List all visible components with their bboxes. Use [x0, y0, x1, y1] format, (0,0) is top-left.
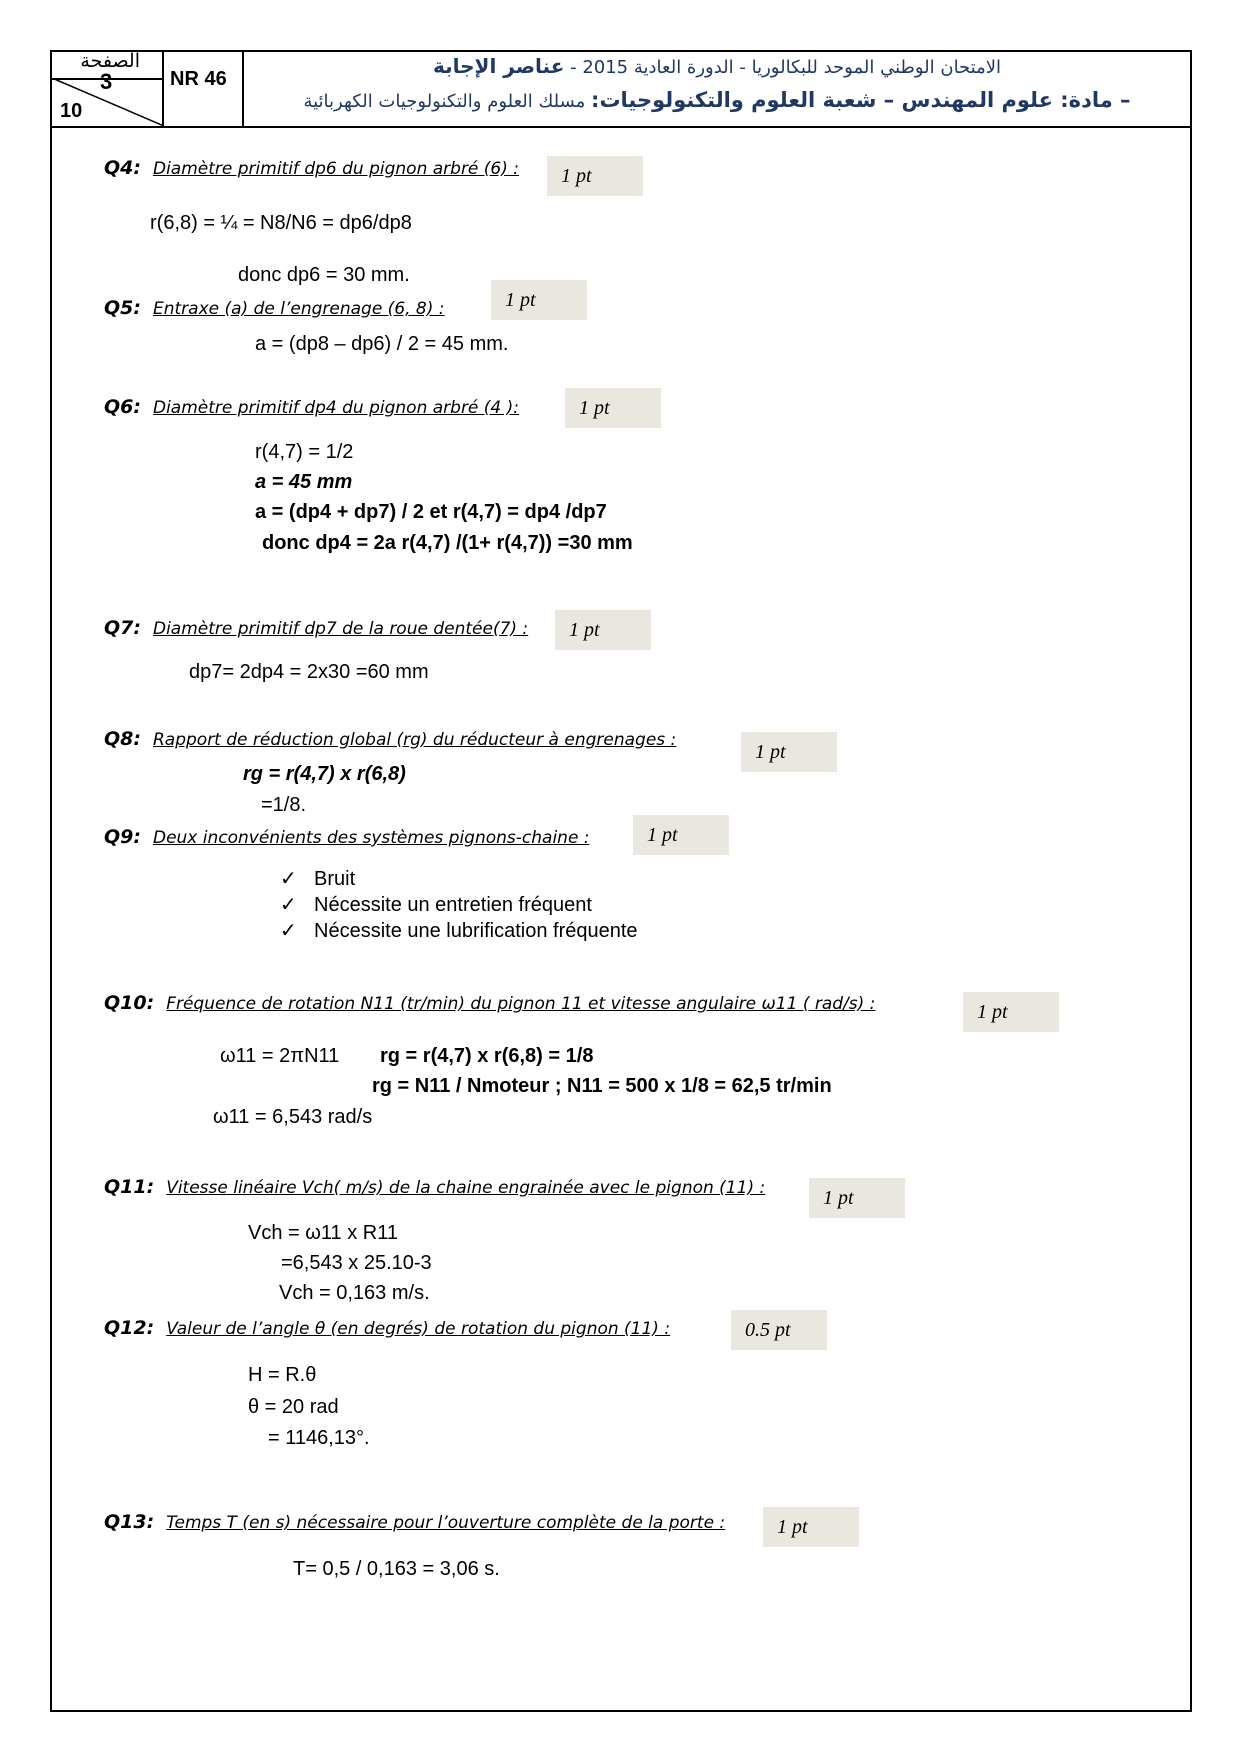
question-q5: Q5: Entraxe (a) de l’engrenage (6, 8) : [104, 297, 445, 319]
subject-label: – مادة: علوم المهندس – شعبة العلوم والتكنولوجيات: [591, 88, 1131, 112]
answer-q10-line1a: ω11 = 2πN11 [220, 1045, 340, 1067]
question-q12-text: Valeur de l’angle θ (en degrés) de rotation du pignon (11) : [166, 1319, 671, 1339]
exam-code-cell [164, 52, 244, 126]
points-q7: 1 pt [555, 610, 651, 650]
answer-q11-line3: Vch = 0,163 m/s. [279, 1282, 430, 1304]
question-q5-text: Entraxe (a) de l’engrenage (6, 8) : [152, 299, 445, 319]
exam-title-cell [244, 52, 1190, 126]
answer-q11-line1: Vch = ω11 x R11 [248, 1222, 398, 1244]
points-q10: 1 pt [963, 992, 1059, 1032]
answer-key-label: عناصر الإجابة [432, 54, 565, 78]
answer-q4-line2: donc dp6 = 30 mm. [238, 264, 410, 286]
answer-q6-line1: r(4,7) = 1/2 [255, 441, 354, 463]
list-item: ✓ Bruit [280, 866, 356, 890]
answer-q12-line3: = 1146,13°. [268, 1427, 370, 1449]
question-q9: Q9: Deux inconvénients des systèmes pignons-chaine : [104, 826, 590, 848]
exam-title-line2: – مادة: علوم المهندس – شعبة العلوم والتكنولوجيات: مسلك العلوم والتكنولوجيات الكهربائية [303, 88, 1131, 112]
question-q10-text: Fréquence de rotation N11 (tr/min) du pignon 11 et vitesse angulaire ω11 ( rad/s) : [166, 994, 876, 1014]
page-label: الصفحة [80, 52, 140, 72]
question-q8-text: Rapport de réduction global (rg) du réducteur à engrenages : [152, 730, 677, 750]
answer-q4-line1: r(6,8) = ¼ = N8/N6 = dp6/dp8 [150, 212, 412, 234]
page-number-cell [52, 52, 164, 126]
answer-q11-line2: =6,543 x 25.10-3 [281, 1252, 432, 1274]
question-q13: Q13: Temps T (en s) nécessaire pour l’ouverture complète de la porte : [104, 1511, 726, 1533]
exam-title-line1: الامتحان الوطني الموحد للبكالوريا - الدورة العادية 2015 - عناصر الإجابة [432, 54, 1002, 78]
checkmark-icon: ✓ [280, 866, 297, 890]
answer-q5-line1: a = (dp8 – dp6) / 2 = 45 mm. [255, 333, 509, 355]
question-q6-text: Diamètre primitif dp4 du pignon arbré (4 ): [152, 398, 520, 418]
points-q9: 1 pt [633, 815, 729, 855]
question-q7: Q7: Diamètre primitif dp7 de la roue dentée(7) : [104, 617, 529, 639]
checkmark-icon: ✓ [280, 892, 297, 916]
question-q6: Q6: Diamètre primitif dp4 du pignon arbré (4 ): [104, 396, 520, 418]
points-q11: 1 pt [809, 1178, 905, 1218]
question-q10: Q10: Fréquence de rotation N11 (tr/min) du pignon 11 et vitesse angulaire ω11 ( rad/s) : [104, 992, 876, 1014]
header-table [50, 50, 1192, 128]
exam-code: NR 46 [170, 68, 227, 90]
question-q8: Q8: Rapport de réduction global (rg) du réducteur à engrenages : [104, 728, 677, 750]
answer-q6-line2: a = 45 mm [255, 471, 353, 493]
page-total: 10 [60, 100, 83, 122]
question-q7-text: Diamètre primitif dp7 de la roue dentée(7) : [152, 619, 529, 639]
answer-q10-line2: rg = N11 / Nmoteur ; N11 = 500 x 1/8 = 62,5 tr/min [372, 1075, 832, 1097]
points-q8: 1 pt [741, 732, 837, 772]
question-q12: Q12: Valeur de l’angle θ (en degrés) de rotation du pignon (11) : [104, 1317, 671, 1339]
question-q9-text: Deux inconvénients des systèmes pignons-chaine : [152, 828, 590, 848]
answer-q10-line3: ω11 = 6,543 rad/s [213, 1106, 373, 1128]
list-item: ✓ Nécessite un entretien fréquent [280, 892, 592, 916]
answer-q8-line1: rg = r(4,7) x r(6,8) [243, 763, 406, 785]
list-item: ✓ Nécessite une lubrification fréquente [280, 918, 638, 942]
answer-q7-line1: dp7= 2dp4 = 2x30 =60 mm [189, 661, 429, 683]
answer-q12-line2: θ = 20 rad [248, 1396, 339, 1418]
points-q13: 1 pt [763, 1507, 859, 1547]
points-q5: 1 pt [491, 280, 587, 320]
answer-q6-line3: a = (dp4 + dp7) / 2 et r(4,7) = dp4 /dp7 [255, 501, 607, 523]
answer-q8-line2: =1/8. [261, 794, 307, 816]
question-q4: Q4: Diamètre primitif dp6 du pignon arbré (6) : [104, 157, 520, 179]
question-q11: Q11: Vitesse linéaire Vch( m/s) de la chaine engrainée avec le pignon (11) : [104, 1176, 766, 1198]
points-q6: 1 pt [565, 388, 661, 428]
question-q4-text: Diamètre primitif dp6 du pignon arbré (6) : [152, 159, 520, 179]
checkmark-icon: ✓ [280, 918, 297, 942]
answer-q13-line1: T= 0,5 / 0,163 = 3,06 s. [293, 1558, 500, 1580]
question-q11-text: Vitesse linéaire Vch( m/s) de la chaine engrainée avec le pignon (11) : [166, 1178, 766, 1198]
points-q12: 0.5 pt [731, 1310, 827, 1350]
page-number: 3 [100, 69, 113, 94]
points-q4: 1 pt [547, 156, 643, 196]
answer-q10-line1b: rg = r(4,7) x r(6,8) = 1/8 [380, 1045, 594, 1067]
answer-q12-line1: H = R.θ [248, 1364, 317, 1386]
question-q13-text: Temps T (en s) nécessaire pour l’ouverture complète de la porte : [166, 1513, 726, 1533]
answer-q6-line4: donc dp4 = 2a r(4,7) /(1+ r(4,7)) =30 mm [262, 532, 633, 554]
